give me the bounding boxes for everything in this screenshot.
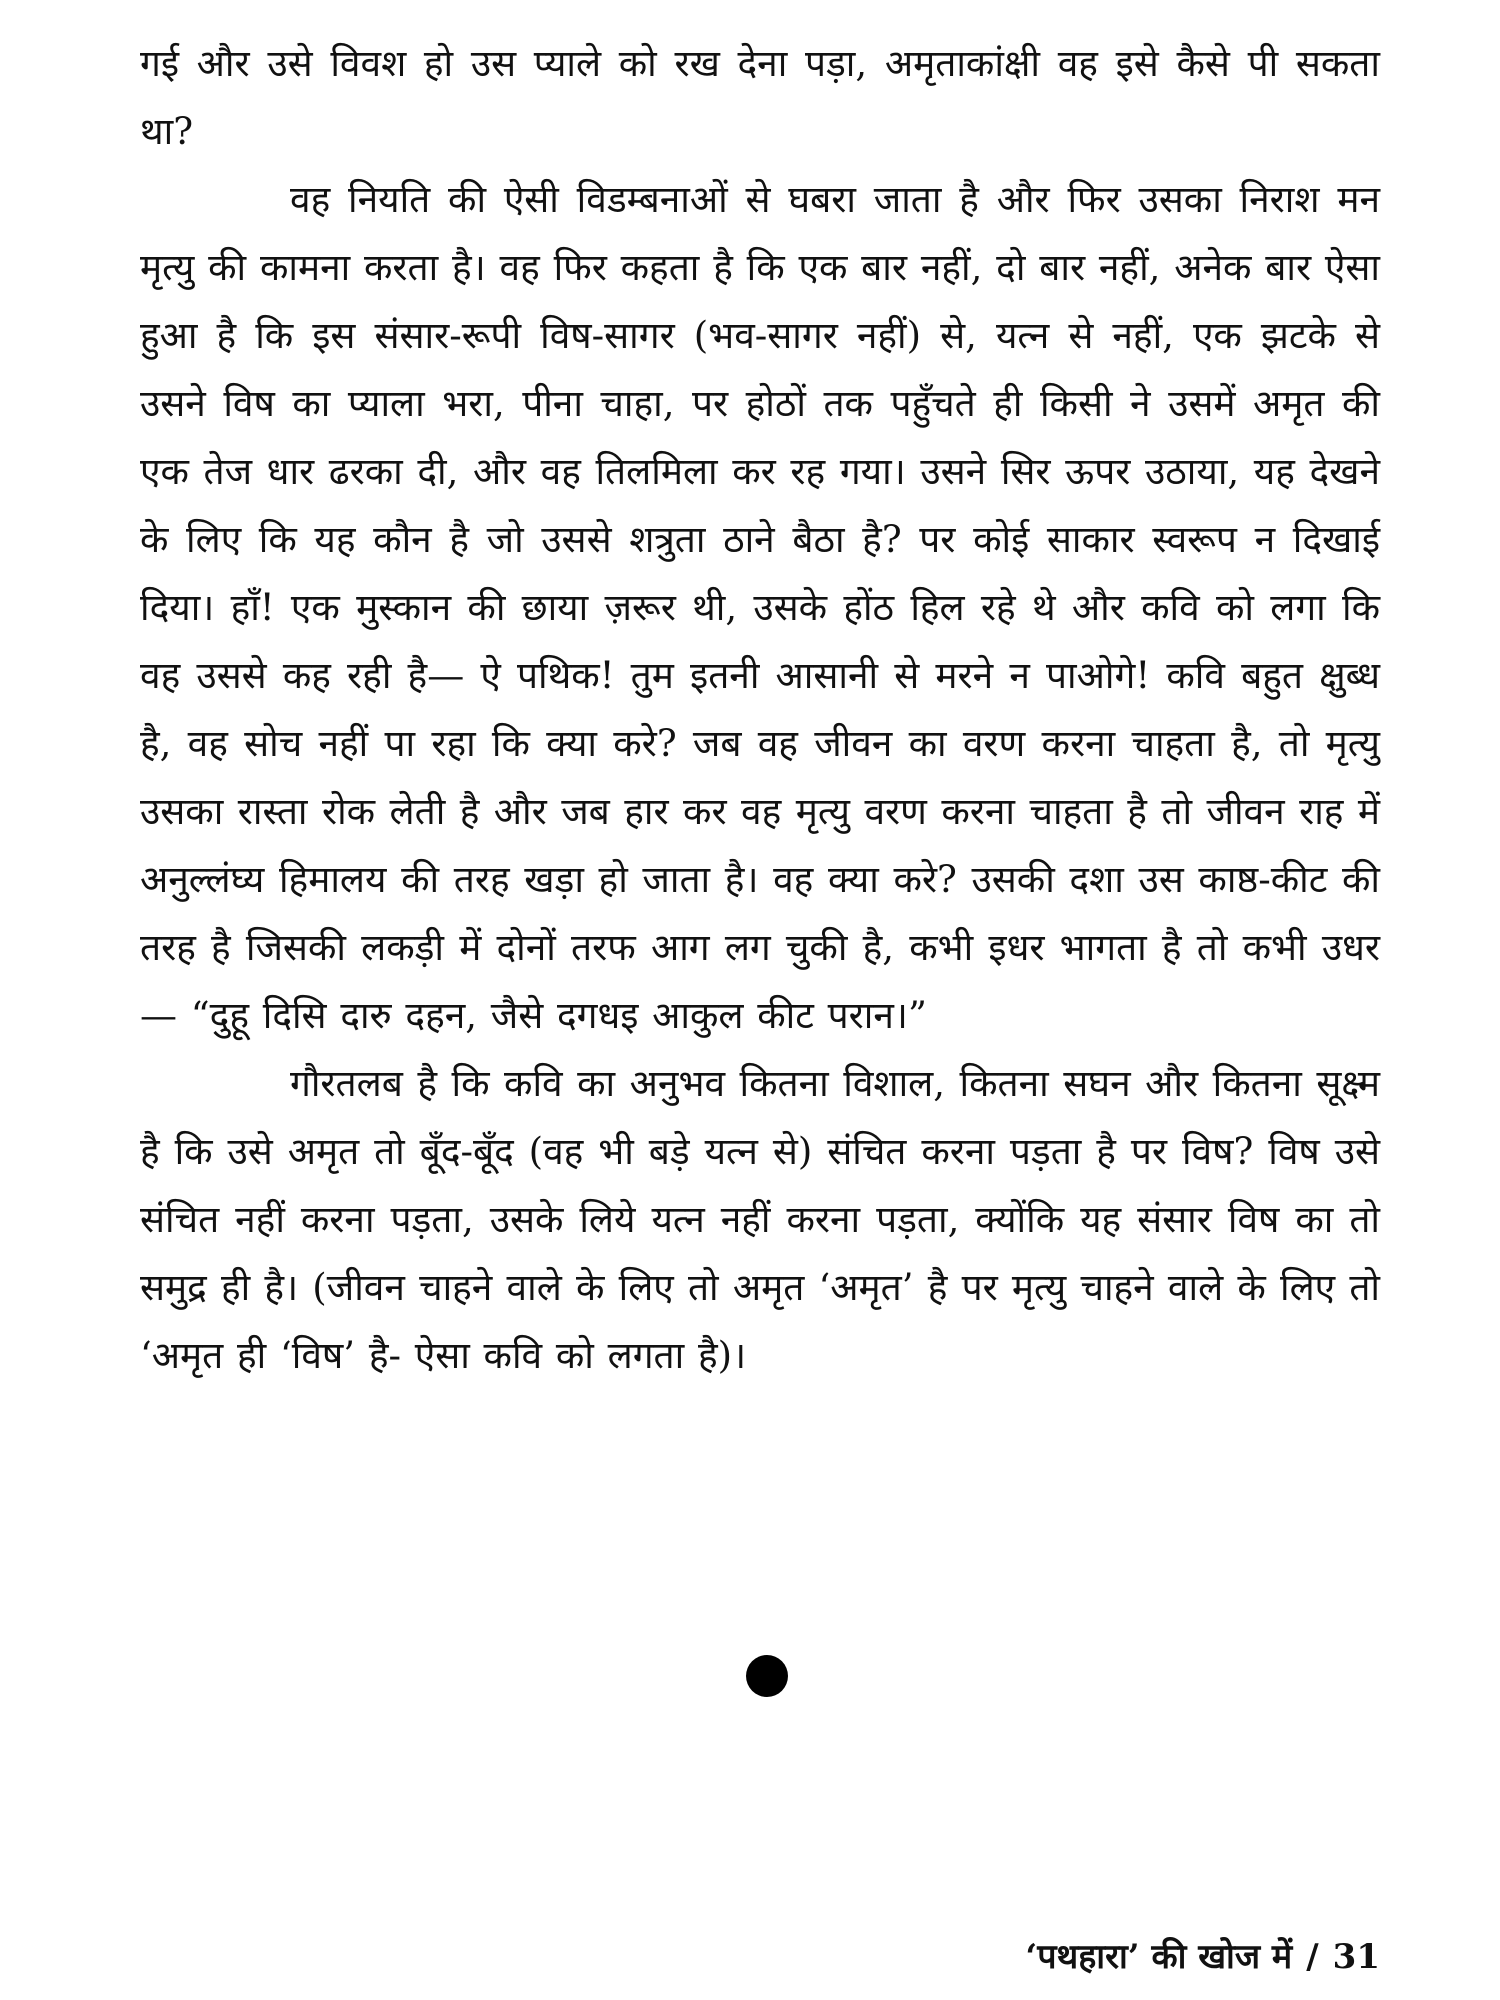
paragraph-nectar-and-poison: गौरतलब है कि कवि का अनुभव कितना विशाल, कितना सघन और कितना सूक्ष्म है कि उसे अमृत तो बूँद-बूँद (वह भी बड़े यत्न से) संचित करना पड़ता है पर विष? विष उसे संचित नहीं करना पड़ता, उसके लिये यत्न नहीं करना पड़ता, क्योंकि यह संसार विष का तो समुद्र ही है। (जीवन चाहने वाले के लिए तो अमृत ‘अमृत’ है पर मृत्यु चाहने वाले के लिए तो ‘अमृत ही ‘विष’ है- ऐसा कवि को लगता है)।	[140, 1062, 1380, 1377]
body-text	[140, 30, 1380, 1390]
footer-separator: /	[1306, 1937, 1319, 1977]
paragraph-fate-and-death: वह नियति की ऐसी विडम्बनाओं से घबरा जाता है और फिर उसका निराश मन मृत्यु की कामना करता है। वह फिर कहता है कि एक बार नहीं, दो बार नहीं, अनेक बार ऐसा हुआ है कि इस संसार-रूपी विष-सागर (भव-सागर नहीं) से, यत्न से नहीं, एक झटके से उसने विष का प्याला भरा, पीना चाहा, पर होठों तक पहुँचते ही किसी ने उसमें अमृत की एक तेज धार ढरका दी, और वह तिलमिला कर रह गया। उसने सिर ऊपर उठाया, यह देखने के लिए कि यह कौन है जो उससे शत्रुता ठाने बैठा है? पर कोई साकार स्वरूप न दिखाई दिया। हाँ! एक मुस्कान की छाया ज़रूर थी, उसके होंठ हिल रहे थे और कवि को लगा कि वह उससे कह रही है— ऐ पथिक! तुम इतनी आसानी से मरने न पाओगे! कवि बहुत क्षुब्ध है, वह सोच नहीं पा रहा कि क्या करे? जब वह जीवन का वरण करना चाहता है, तो मृत्यु उसका रास्ता रोक लेती है और जब हार कर वह मृत्यु वरण करना चाहता है तो जीवन राह में अनुल्लंघ्य हिमालय की तरह खड़ा हो जाता है। वह क्या करे? उसकी दशा उस काष्ठ-कीट की तरह है जिसकी लकड़ी में दोनों तरफ आग लग चुकी है, कभी इधर भागता है तो कभी उधर— “दुहू दिसि दारु दहन, जैसे दगधइ आकुल कीट परान।”	[140, 178, 1380, 1037]
page-number: 31	[1332, 1937, 1380, 1977]
paragraph-continuation: गई और उसे विवश हो उस प्याले को रख देना पड़ा, अमृताकांक्षी वह इसे कैसे पी सकता था?	[140, 42, 1380, 153]
page-footer	[1025, 1932, 1380, 1978]
section-end-dot	[746, 1655, 788, 1697]
footer-book-title: ‘पथहारा’ की खोज में	[1025, 1937, 1293, 1977]
